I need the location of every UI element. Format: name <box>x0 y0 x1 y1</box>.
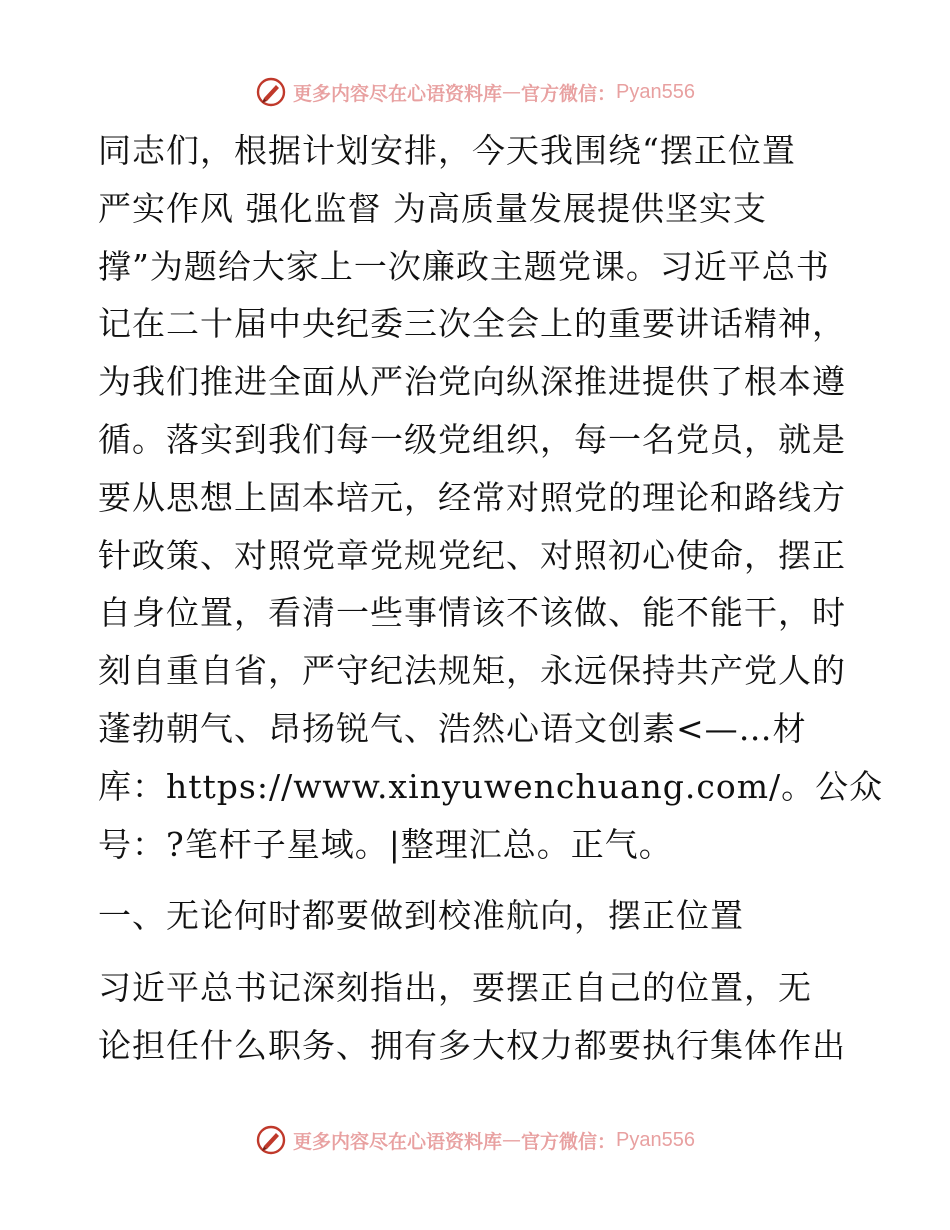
text-line: 自身位置，看清一些事情该不该做、能不能干，时 <box>98 593 846 633</box>
text-line: 习近平总书记深刻指出，要摆正自己的位置，无 <box>98 968 812 1008</box>
text-line: 撑”为题给大家上一次廉政主题党课。习近平总书 <box>98 246 830 286</box>
header-banner-text: 更多内容尽在心语资料库 <box>293 82 503 105</box>
footer-banner <box>0 1120 950 1160</box>
header-banner-separator: — <box>502 81 522 103</box>
text-line: 刻自重自省，严守纪法规矩，永远保持共产党人的 <box>98 651 846 691</box>
text-line: 为我们推进全面从严治党向纵深推进提供了根本遵 <box>98 362 846 402</box>
header-banner <box>0 72 950 112</box>
footer-wechat-id: Pyan556 <box>616 1128 695 1151</box>
text-line: 论担任什么职务、拥有多大权力都要执行集体作出 <box>98 1025 846 1065</box>
paragraph-1 <box>98 122 884 873</box>
footer-banner-separator: — <box>502 1129 522 1151</box>
text-line: 蓬勃朝气、昂扬锐气、浩然心语文创素<—…材 <box>98 708 807 748</box>
paragraph-2 <box>98 959 850 1075</box>
paragraph-spacer <box>98 945 850 959</box>
footer-banner-text: 更多内容尽在心语资料库 <box>293 1130 503 1153</box>
text-line: 记在二十届中央纪委三次全会上的重要讲话精神， <box>98 304 846 344</box>
text-line: 号：?笔杆子星域。|整理汇总。正气。 <box>98 824 673 864</box>
text-line: 库：https://www.xinyuwenchuang.com/。公众 <box>98 766 884 806</box>
footer-wechat-label: 官方微信： <box>521 1130 617 1153</box>
pen-logo-icon <box>255 1124 287 1156</box>
paragraph-spacer <box>98 873 850 887</box>
document-body <box>98 122 884 1075</box>
header-wechat-label: 官方微信： <box>521 82 617 105</box>
pen-logo-icon <box>255 76 287 108</box>
text-line: 针政策、对照党章党规党纪、对照初心使命，摆正 <box>98 535 846 575</box>
text-line: 循。落实到我们每一级党组织，每一名党员，就是 <box>98 419 846 459</box>
text-line: 严实作风 强化监督 为高质量发展提供坚实支 <box>98 188 767 228</box>
text-line: 要从思想上固本培元，经常对照党的理论和路线方 <box>98 477 846 517</box>
section-heading: 一、无论何时都要做到校准航向，摆正位置 <box>98 896 744 936</box>
header-wechat-id: Pyan556 <box>616 80 695 103</box>
text-line: 同志们，根据计划安排，今天我围绕“摆正位置 <box>98 131 796 170</box>
